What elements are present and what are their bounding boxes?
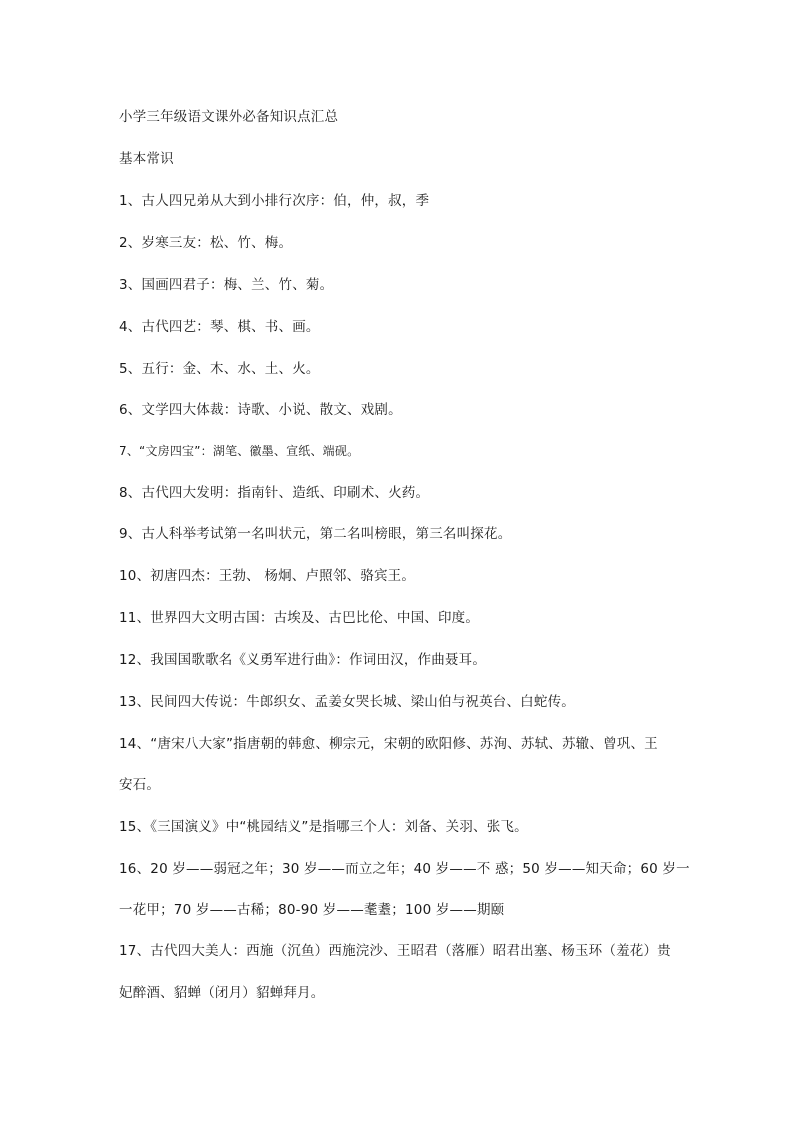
list-item-continuation: 一花甲；70 岁——古稀；80-90 岁——耄耋；100 岁——期颐 bbox=[119, 902, 505, 918]
list-item: 17、古代四大美人：西施（沉鱼）西施浣沙、王昭君（落雁）昭君出塞、杨玉环（羞花）贵 bbox=[119, 943, 671, 959]
list-item: 2、岁寒三友：松、竹、梅。 bbox=[119, 235, 293, 251]
list-item: 9、古人科举考试第一名叫状元，第二名叫榜眼，第三名叫探花。 bbox=[119, 526, 512, 542]
list-item: 7、“文房四宝”：湖笔、徽墨、宣纸、端砚。 bbox=[119, 444, 360, 458]
list-item: 4、古代四艺：琴、棋、书、画。 bbox=[119, 319, 320, 335]
list-item: 10、初唐四杰：王勃、 杨炯、卢照邻、骆宾王。 bbox=[119, 568, 416, 584]
list-item: 8、古代四大发明：指南针、造纸、印刷术、火药。 bbox=[119, 485, 430, 501]
list-item: 15、《三国演义》中“桃园结义”是指哪三个人：刘备、关羽、张飞。 bbox=[119, 819, 528, 835]
list-item: 13、民间四大传说：牛郎织女、孟姜女哭长城、梁山伯与祝英台、白蛇传。 bbox=[119, 694, 575, 710]
list-item: 14、“唐宋八大家”指唐朝的韩愈、柳宗元，宋朝的欧阳修、苏洵、苏轼、苏辙、曾巩、王 bbox=[119, 736, 658, 752]
document-title: 小学三年级语文课外必备知识点汇总 bbox=[119, 109, 339, 125]
list-item: 3、国画四君子：梅、兰、竹、菊。 bbox=[119, 277, 334, 293]
section-heading: 基本常识 bbox=[119, 151, 174, 167]
list-item: 5、五行：金、木、水、土、火。 bbox=[119, 361, 320, 377]
list-item: 6、文学四大体裁：诗歌、小说、散文、戏剧。 bbox=[119, 402, 402, 418]
list-item: 12、我国国歌歌名《义勇军进行曲》：作词田汉，作曲聂耳。 bbox=[119, 652, 487, 668]
list-item: 1、古人四兄弟从大到小排行次序：伯，仲，叔，季 bbox=[119, 193, 430, 209]
list-item-continuation: 安石。 bbox=[119, 777, 161, 793]
list-item: 16、20 岁——弱冠之年；30 岁——而立之年；40 岁——不 惑；50 岁——知天命；60 岁一 bbox=[119, 861, 690, 877]
list-item: 11、世界四大文明古国：古埃及、古巴比伦、中国、印度。 bbox=[119, 610, 480, 626]
list-item-continuation: 妃醉酒、貂蝉（闭月）貂蝉拜月。 bbox=[119, 985, 325, 1001]
